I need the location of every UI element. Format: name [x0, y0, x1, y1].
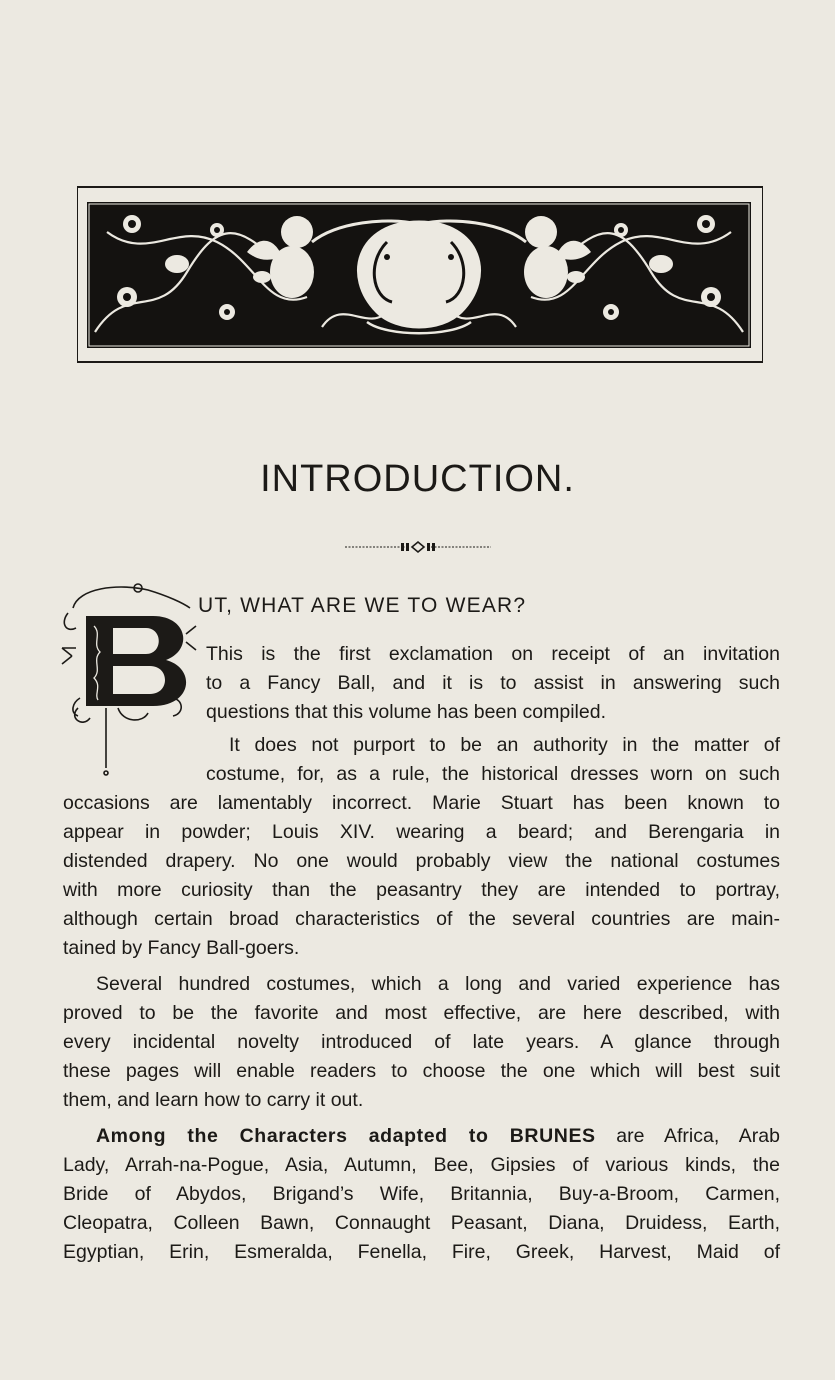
emphasis-brunes: Among the Characters adapted to BRUNES: [96, 1125, 596, 1147]
paragraph-line: these pages will enable readers to choose the one which will best suit: [63, 1060, 780, 1082]
ornamental-headpiece: [77, 186, 763, 363]
paragraph-line: Several hundred costumes, which a long and varied experience has: [96, 973, 780, 995]
paragraph-line: Lady, Arrah-na-Pogue, Asia, Autumn, Bee, Gipsies of various kinds, the: [63, 1154, 780, 1176]
paragraph-line: occasions are lamentably incorrect. Marie Stuart has been known to: [63, 792, 780, 814]
section-divider-icon: [345, 540, 491, 554]
paragraph-line: Cleopatra, Colleen Bawn, Connaught Peasant, Diana, Druidess, Earth,: [63, 1212, 780, 1234]
paragraph-line: tained by Fancy Ball-goers.: [63, 937, 300, 959]
paragraph-line: It does not purport to be an authority in the matter of: [229, 734, 780, 756]
paragraph-line: every incidental novelty introduced of late years. A glance through: [63, 1031, 780, 1053]
headpiece-panel: [87, 202, 751, 348]
paragraph-text: are Africa, Arab: [595, 1125, 780, 1147]
paragraph-line: [96, 1122, 780, 1151]
paragraph-line: This is the first exclamation on receipt of an invitation: [206, 643, 780, 665]
paragraph-line: questions that this volume has been compiled.: [206, 701, 606, 723]
paragraph-line: proved to be the favorite and most effective, are here described, with: [63, 1002, 780, 1024]
paragraph-line: to a Fancy Ball, and it is to assist in answering such: [206, 672, 780, 694]
page-title: INTRODUCTION.: [260, 458, 575, 500]
dropcap-b-icon: [58, 578, 198, 778]
paragraph-line: with more curiosity than the peasantry they are intended to portray,: [63, 879, 780, 901]
lead-in-text: UT, WHAT ARE WE TO WEAR?: [198, 594, 527, 617]
paragraph-line: Bride of Abydos, Brigand’s Wife, Britannia, Buy-a-Broom, Carmen,: [63, 1183, 780, 1205]
paragraph-line: appear in powder; Louis XIV. wearing a beard; and Berengaria in: [63, 821, 780, 843]
paragraph-line: Egyptian, Erin, Esmeralda, Fenella, Fire, Greek, Harvest, Maid of: [63, 1241, 780, 1263]
paragraph-line: costume, for, as a rule, the historical dresses worn on such: [206, 763, 780, 785]
ornamental-cherubs-icon: [87, 202, 751, 348]
paragraph-line: although certain broad characteristics of the several countries are main-: [63, 908, 780, 930]
paragraph-line: distended drapery. No one would probably view the national costumes: [63, 850, 780, 872]
paragraph-line: them, and learn how to carry it out.: [63, 1089, 364, 1111]
